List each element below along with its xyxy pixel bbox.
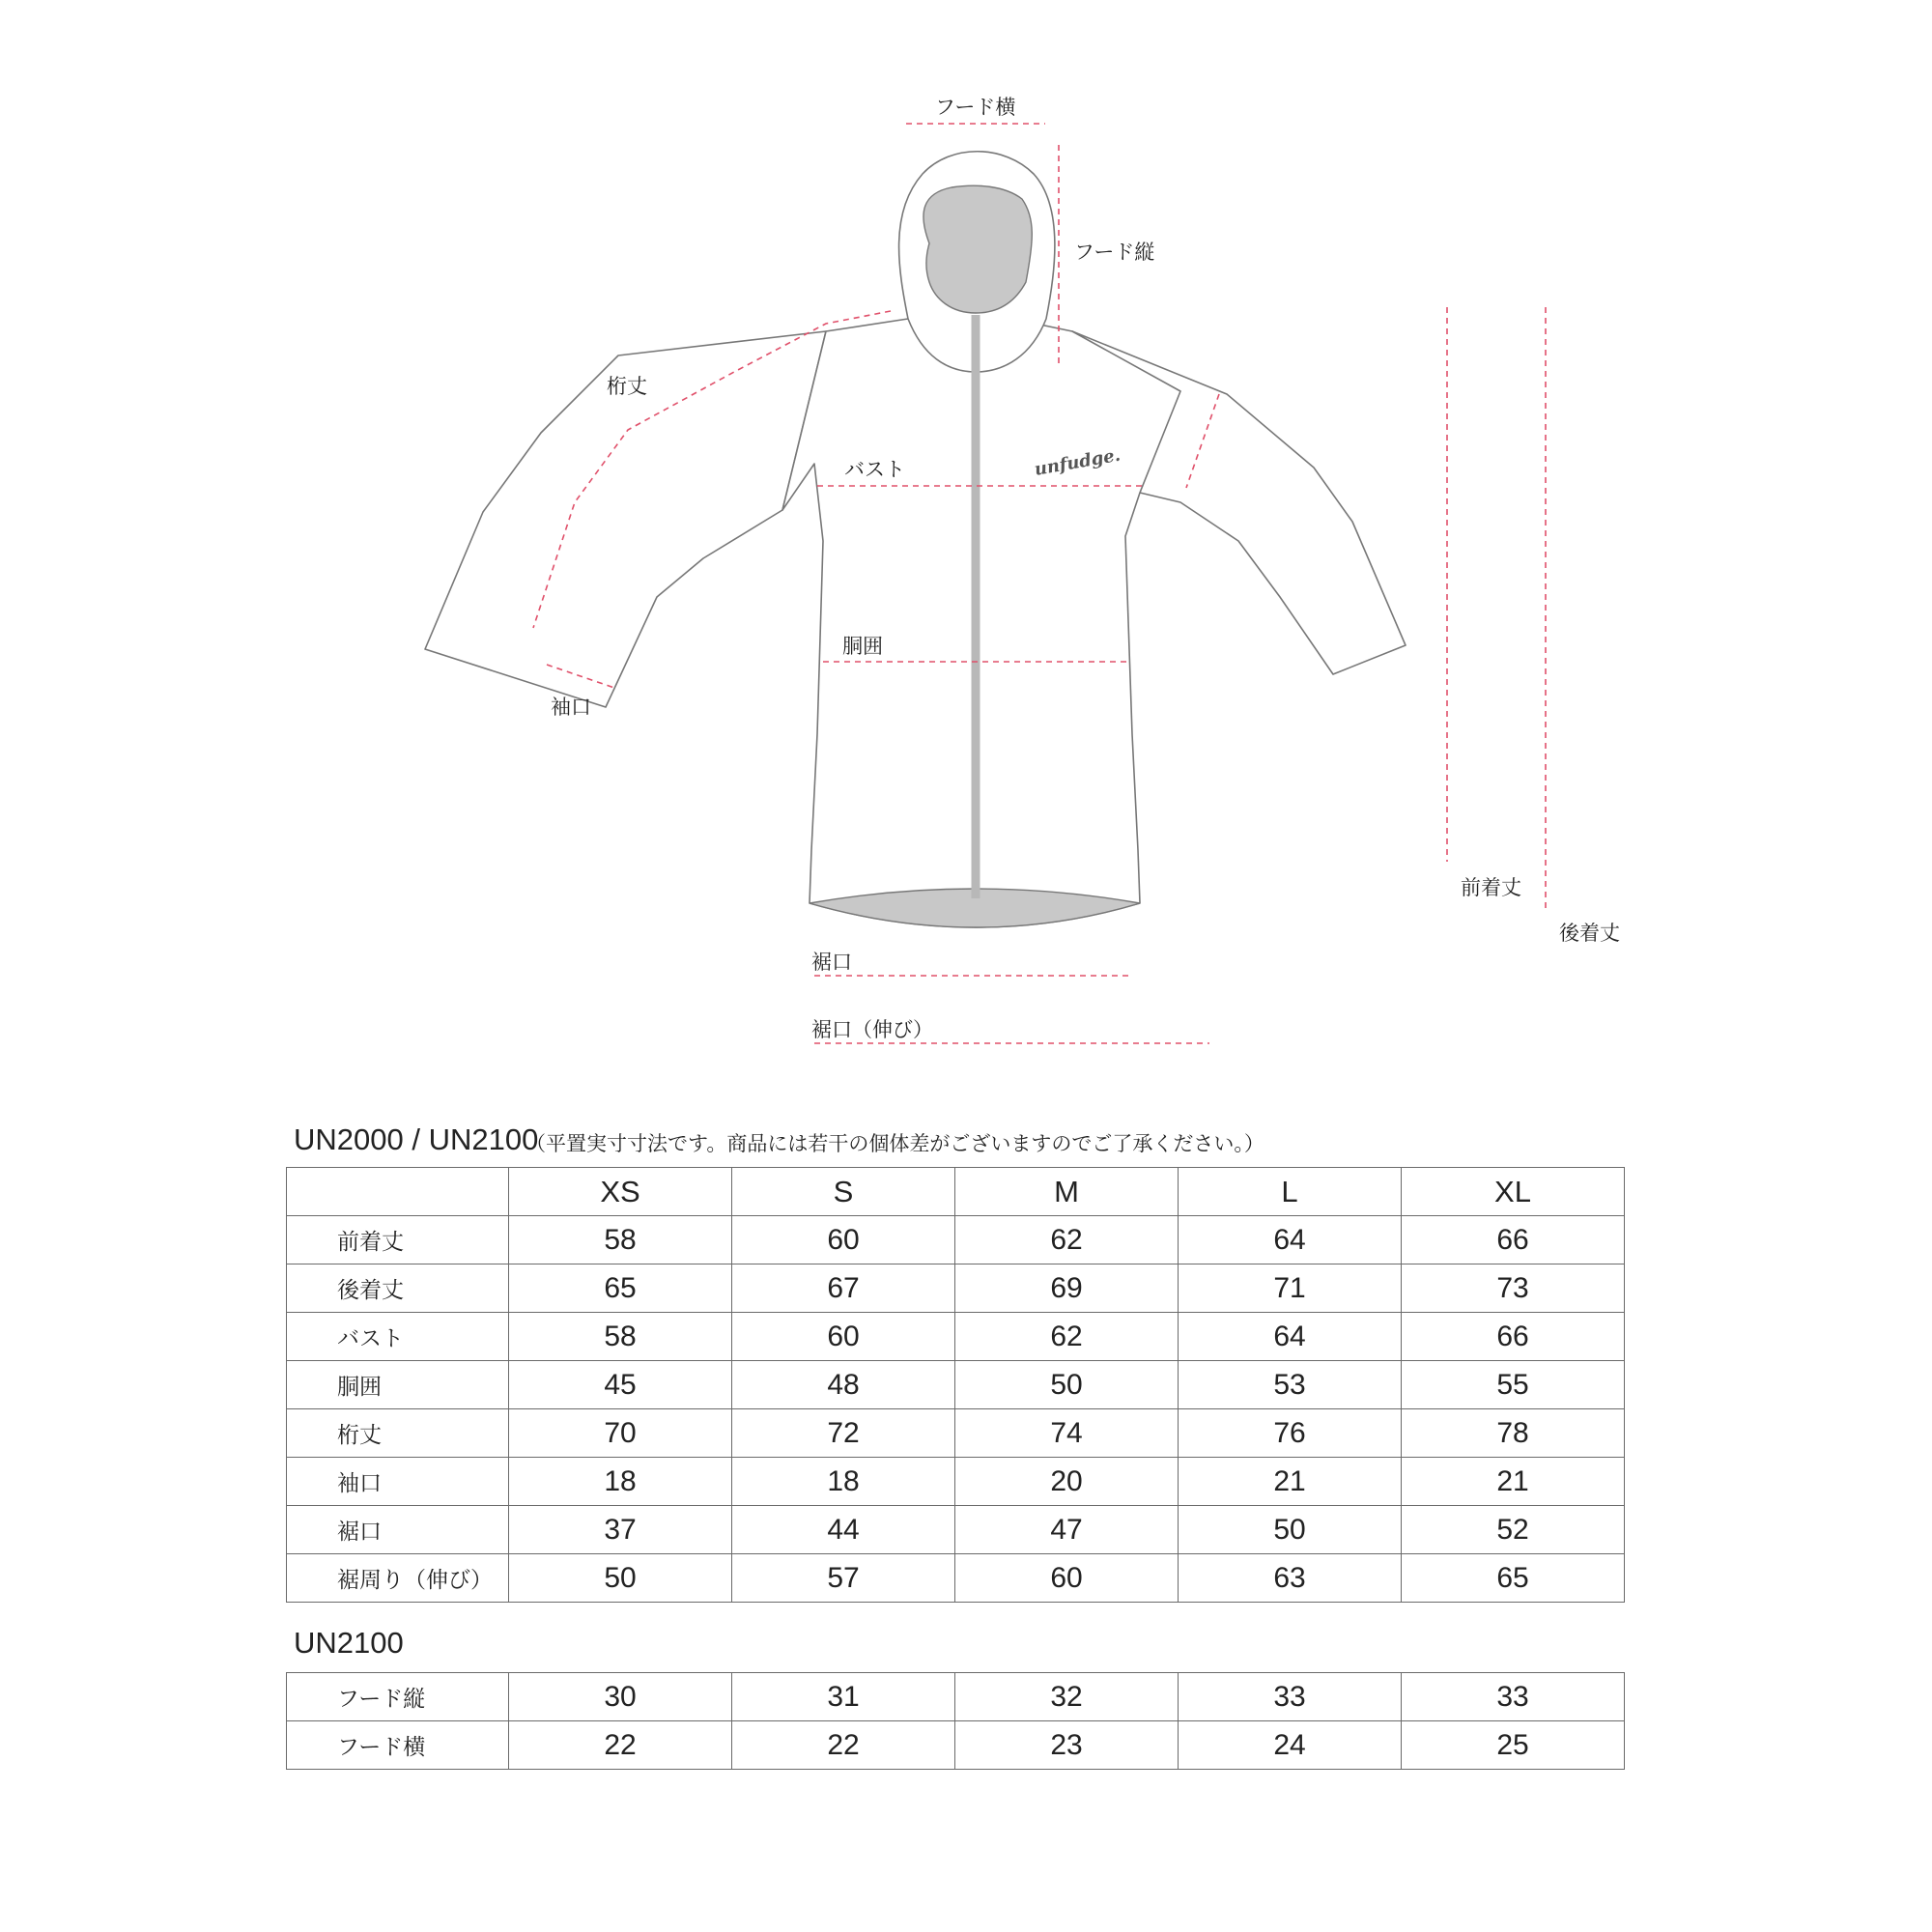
sleeve-length-label: 桁丈: [607, 375, 647, 398]
cell-value: 70: [509, 1409, 732, 1458]
cell-value: 57: [732, 1554, 955, 1603]
table1-title: UN2000 / UN2100: [294, 1122, 539, 1156]
row-label: フード縦: [287, 1673, 509, 1721]
logo: unfudge.: [1033, 444, 1122, 480]
table1-note: （平置実寸寸法です。商品には若干の個体差がございますのでご了承ください。）: [526, 1132, 1264, 1155]
cell-value: 52: [1402, 1506, 1625, 1554]
cell-value: 25: [1402, 1721, 1625, 1770]
cell-value: 44: [732, 1506, 955, 1554]
cell-value: 64: [1179, 1313, 1402, 1361]
row-label: フード横: [287, 1721, 509, 1770]
row-label: 裾周り（伸び）: [287, 1554, 509, 1603]
row-label: 裾口: [287, 1506, 509, 1554]
row-label: バスト: [287, 1313, 509, 1361]
row-label: 後着丈: [287, 1264, 509, 1313]
cell-value: 66: [1402, 1216, 1625, 1264]
header-size-l: L: [1179, 1168, 1402, 1216]
table-row: [287, 1554, 1625, 1603]
cell-value: 45: [509, 1361, 732, 1409]
cell-value: 47: [955, 1506, 1179, 1554]
table2-title: UN2100: [294, 1626, 404, 1660]
cell-value: 73: [1402, 1264, 1625, 1313]
table-row: [287, 1409, 1625, 1458]
cell-value: 20: [955, 1458, 1179, 1506]
cell-value: 62: [955, 1313, 1179, 1361]
cell-value: 22: [732, 1721, 955, 1770]
cell-value: 30: [509, 1673, 732, 1721]
cell-value: 53: [1179, 1361, 1402, 1409]
cell-value: 32: [955, 1673, 1179, 1721]
table-row: [287, 1721, 1625, 1770]
cell-value: 22: [509, 1721, 732, 1770]
row-label: 胴囲: [287, 1361, 509, 1409]
cell-value: 72: [732, 1409, 955, 1458]
cuff-label: 袖口: [551, 696, 591, 719]
cell-value: 65: [509, 1264, 732, 1313]
row-label: 袖口: [287, 1458, 509, 1506]
table-row: [287, 1673, 1625, 1721]
header-size-xl: XL: [1402, 1168, 1625, 1216]
cell-value: 63: [1179, 1554, 1402, 1603]
cell-value: 31: [732, 1673, 955, 1721]
cell-value: 18: [732, 1458, 955, 1506]
cell-value: 64: [1179, 1216, 1402, 1264]
size-table-hood: [286, 1672, 1625, 1770]
waist-label: 胴囲: [842, 635, 883, 658]
cell-value: 58: [509, 1313, 732, 1361]
cell-value: 74: [955, 1409, 1179, 1458]
cell-value: 50: [1179, 1506, 1402, 1554]
table-header-row: [287, 1168, 1625, 1216]
cell-value: 18: [509, 1458, 732, 1506]
cell-value: 67: [732, 1264, 955, 1313]
cell-value: 62: [955, 1216, 1179, 1264]
table-row: [287, 1506, 1625, 1554]
cell-value: 65: [1402, 1554, 1625, 1603]
back-length-label: 後着丈: [1559, 922, 1620, 945]
cell-value: 69: [955, 1264, 1179, 1313]
bust-label: バスト: [844, 458, 905, 481]
cell-value: 60: [732, 1313, 955, 1361]
header-corner: [287, 1168, 509, 1216]
cell-value: 48: [732, 1361, 955, 1409]
table-row: [287, 1361, 1625, 1409]
cell-value: 58: [509, 1216, 732, 1264]
cell-value: 33: [1179, 1673, 1402, 1721]
cell-value: 55: [1402, 1361, 1625, 1409]
table-row: [287, 1264, 1625, 1313]
header-size-m: M: [955, 1168, 1179, 1216]
row-label: 桁丈: [287, 1409, 509, 1458]
row-label: 前着丈: [287, 1216, 509, 1264]
hood-opening: [923, 185, 1032, 313]
size-table-main: [286, 1167, 1625, 1603]
cell-value: 50: [955, 1361, 1179, 1409]
header-size-s: S: [732, 1168, 955, 1216]
hem-stretch-label: 裾口（伸び）: [811, 1018, 933, 1041]
cell-value: 24: [1179, 1721, 1402, 1770]
hood-width-label: フード横: [935, 96, 1016, 119]
cell-value: 71: [1179, 1264, 1402, 1313]
jacket-body: [782, 311, 1180, 927]
cell-value: 60: [732, 1216, 955, 1264]
front-length-label: 前着丈: [1461, 876, 1521, 899]
header-size-xs: XS: [509, 1168, 732, 1216]
hem-label: 裾口: [811, 951, 852, 974]
cell-value: 37: [509, 1506, 732, 1554]
cell-value: 23: [955, 1721, 1179, 1770]
cell-value: 33: [1402, 1673, 1625, 1721]
hood-length-label: フード縦: [1074, 241, 1155, 264]
cell-value: 21: [1402, 1458, 1625, 1506]
cell-value: 66: [1402, 1313, 1625, 1361]
table-row: [287, 1216, 1625, 1264]
cell-value: 78: [1402, 1409, 1625, 1458]
cell-value: 21: [1179, 1458, 1402, 1506]
table-row: [287, 1313, 1625, 1361]
cell-value: 60: [955, 1554, 1179, 1603]
cell-value: 50: [509, 1554, 732, 1603]
table-row: [287, 1458, 1625, 1506]
cell-value: 76: [1179, 1409, 1402, 1458]
